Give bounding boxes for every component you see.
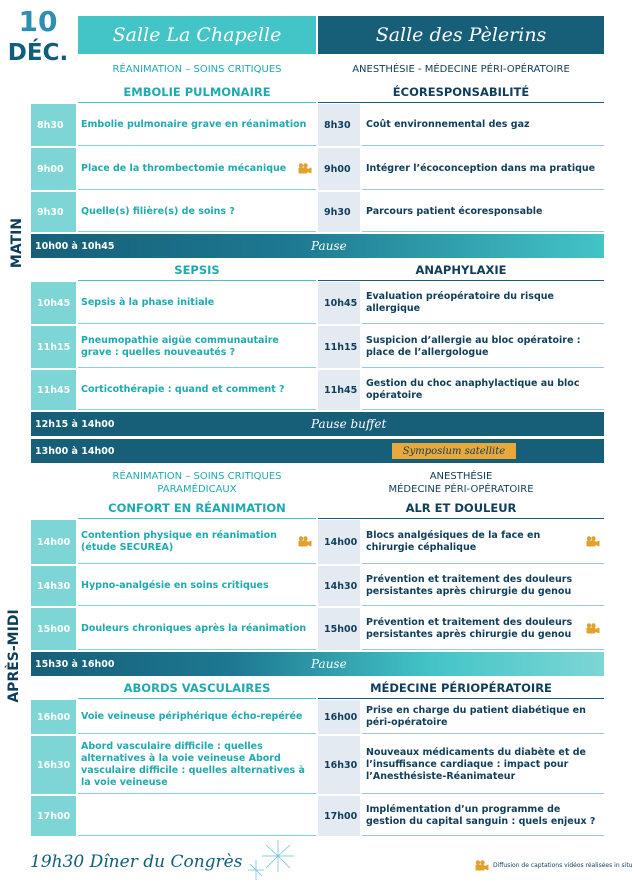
talk-item bbox=[362, 520, 604, 564]
symposium-bar bbox=[31, 439, 318, 463]
video-camera-icon bbox=[298, 536, 312, 547]
time-cell: 10h45 bbox=[318, 282, 360, 324]
talk-title: Prise en charge du patient diabétique en péri-opératoire bbox=[366, 704, 586, 728]
time-cell: 16h30 bbox=[31, 736, 76, 794]
talk-item bbox=[78, 700, 316, 734]
time-cell: 8h30 bbox=[31, 104, 76, 146]
video-legend-text: Diffusion de captations vidéos réalisées in situ bbox=[493, 862, 633, 869]
talk-title: Voie veineuse périphérique écho-repérée bbox=[81, 710, 303, 722]
time-cell: 8h30 bbox=[318, 104, 360, 146]
session-title-left: ABORDS VASCULAIRES bbox=[78, 678, 316, 699]
time-cell: 9h00 bbox=[31, 148, 76, 190]
time-cell: 11h45 bbox=[318, 370, 360, 410]
time-cell: 10h45 bbox=[31, 282, 76, 324]
talk-title: Suspicion d’allergie au bloc opératoire : place de l’allergologue bbox=[366, 334, 581, 358]
session-title-left: SEPSIS bbox=[78, 260, 316, 281]
session-title-right: ÉCORESPONSABILITÉ bbox=[318, 82, 604, 103]
speciality-right: ANESTHÉSIE - MÉDECINE PÉRI-OPÉRATOIRE bbox=[352, 64, 570, 75]
time-cell: 14h00 bbox=[318, 520, 360, 564]
time-cell: 11h15 bbox=[31, 326, 76, 368]
speciality-right bbox=[318, 470, 604, 496]
dinner-label: 19h30 Dîner du Congrès bbox=[30, 852, 243, 872]
session-title-left: EMBOLIE PULMONAIRE bbox=[78, 82, 316, 103]
talk-item bbox=[78, 736, 316, 794]
symposium-time: 13h00 à 14h00 bbox=[35, 445, 115, 457]
side-label-afternoon: APRÈS-MIDI bbox=[6, 609, 22, 703]
talk-title: Parcours patient écoresponsable bbox=[366, 205, 543, 217]
talk-title: Intégrer l’écoconception dans ma pratique bbox=[366, 162, 596, 174]
time-cell: 16h30 bbox=[318, 736, 360, 794]
time-cell: 16h00 bbox=[31, 700, 76, 734]
talk-title: Embolie pulmonaire grave en réanimation bbox=[81, 118, 307, 130]
talk-title: Douleurs chroniques après la réanimation bbox=[81, 622, 307, 634]
video-camera-icon bbox=[298, 163, 312, 174]
talk-item bbox=[362, 700, 604, 734]
firework-decoration-icon bbox=[238, 838, 298, 884]
talk-title: Prévention et traitement des douleurs persistantes après chirurgie du genou bbox=[366, 616, 573, 640]
pause-label: Pause bbox=[311, 657, 347, 671]
session-title-left: CONFORT EN RÉANIMATION bbox=[78, 498, 316, 519]
talk-item bbox=[78, 104, 316, 146]
time-cell: 9h30 bbox=[31, 192, 76, 232]
talk-title: Quelle(s) filière(s) de soins ? bbox=[81, 205, 235, 217]
talk-item bbox=[362, 566, 604, 606]
room-left-header: Salle La Chapelle bbox=[78, 16, 316, 54]
time-cell: 14h30 bbox=[31, 566, 76, 606]
speciality-left bbox=[78, 470, 316, 496]
pause-bar bbox=[31, 234, 604, 258]
time-cell: 17h00 bbox=[318, 796, 360, 836]
talk-item bbox=[362, 796, 604, 836]
session-title-right: ANAPHYLAXIE bbox=[318, 260, 604, 281]
talk-item bbox=[78, 192, 316, 232]
talk-item bbox=[362, 370, 604, 410]
room-right-header: Salle des Pèlerins bbox=[318, 16, 604, 54]
talk-item bbox=[362, 608, 604, 650]
talk-title: Corticothérapie : quand et comment ? bbox=[81, 383, 285, 395]
time-cell: 17h00 bbox=[31, 796, 76, 836]
talk-title: Pneumopathie aigüe communautaire grave : quelles nouveautés ? bbox=[81, 334, 279, 358]
session-title-right: MÉDECINE PÉRIOPÉRATOIRE bbox=[318, 678, 604, 699]
time-cell: 15h00 bbox=[31, 608, 76, 650]
talk-item bbox=[362, 148, 604, 190]
lunch-bar bbox=[31, 412, 604, 436]
talk-title: Abord vasculaire difficile : quelles alternatives à la voie veineuse Abord vasculaire difficile : quelles alternatives à la voie veineuse bbox=[81, 740, 305, 788]
talk-item bbox=[78, 148, 316, 190]
talk-title: Sepsis à la phase initiale bbox=[81, 296, 215, 308]
pause-time: 15h30 à 16h00 bbox=[35, 658, 115, 670]
talk-item bbox=[78, 566, 316, 606]
speciality-left: RÉANIMATION – SOINS CRITIQUES bbox=[112, 64, 282, 75]
talk-title: Blocs analgésiques de la face en chirurgie céphalique bbox=[366, 529, 541, 553]
symposium-label: Symposium satellite bbox=[392, 443, 516, 459]
talk-title: Hypno-analgésie en soins critiques bbox=[81, 579, 269, 591]
speciality-line: ANESTHÉSIE bbox=[429, 471, 493, 482]
video-camera-icon bbox=[586, 623, 600, 634]
time-cell: 9h00 bbox=[318, 148, 360, 190]
video-legend bbox=[475, 860, 632, 871]
talk-title: Place de la thrombectomie mécanique bbox=[81, 162, 287, 174]
speciality-line: PARAMÉDICAUX bbox=[157, 484, 237, 495]
talk-title: Coût environnemental des gaz bbox=[366, 118, 530, 130]
session-title-right: ALR ET DOULEUR bbox=[318, 498, 604, 519]
time-cell: 11h15 bbox=[318, 326, 360, 368]
talk-item bbox=[362, 326, 604, 368]
talk-item bbox=[78, 326, 316, 368]
time-cell: 15h00 bbox=[318, 608, 360, 650]
talk-item bbox=[78, 282, 316, 324]
speciality-line: MÉDECINE PÉRI-OPÉRATOIRE bbox=[388, 484, 534, 495]
time-cell: 11h45 bbox=[31, 370, 76, 410]
date-month: DÉC. bbox=[7, 40, 69, 66]
time-cell: 14h00 bbox=[31, 520, 76, 564]
talk-item bbox=[78, 370, 316, 410]
pause-time: 10h00 à 10h45 bbox=[35, 240, 115, 252]
side-label-morning: MATIN bbox=[9, 217, 25, 269]
time-cell: 14h30 bbox=[318, 566, 360, 606]
talk-title: Implémentation d’un programme de gestion du capital sanguin : quels enjeux ? bbox=[366, 803, 596, 827]
talk-title: Nouveaux médicaments du diabète et de l’insuffisance cardiaque : impact pour l’Anesthésiste-Réanimateur bbox=[366, 746, 586, 782]
date-day: 10 bbox=[18, 5, 58, 38]
time-cell: 16h00 bbox=[318, 700, 360, 734]
talk-item bbox=[362, 104, 604, 146]
talk-title: Contention physique en réanimation (étude SECUREA) bbox=[81, 529, 277, 553]
talk-title: Gestion du choc anaphylactique au bloc opératoire bbox=[366, 377, 580, 401]
talk-item bbox=[362, 736, 604, 794]
talk-item bbox=[78, 796, 316, 836]
speciality-line: RÉANIMATION – SOINS CRITIQUES bbox=[112, 471, 282, 482]
lunch-time: 12h15 à 14h00 bbox=[35, 418, 115, 430]
talk-item bbox=[362, 192, 604, 232]
talk-title: Prévention et traitement des douleurs persistantes après chirurgie du genou bbox=[366, 573, 573, 597]
talk-title: Evaluation préopératoire du risque allergique bbox=[366, 290, 554, 314]
talk-item bbox=[78, 608, 316, 650]
pause-bar bbox=[31, 652, 604, 676]
video-camera-icon bbox=[475, 860, 489, 871]
pause-label: Pause bbox=[311, 239, 347, 253]
lunch-label: Pause buffet bbox=[311, 417, 387, 431]
video-camera-icon bbox=[586, 536, 600, 547]
talk-item bbox=[362, 282, 604, 324]
time-cell: 9h30 bbox=[318, 192, 360, 232]
talk-item bbox=[78, 520, 316, 564]
